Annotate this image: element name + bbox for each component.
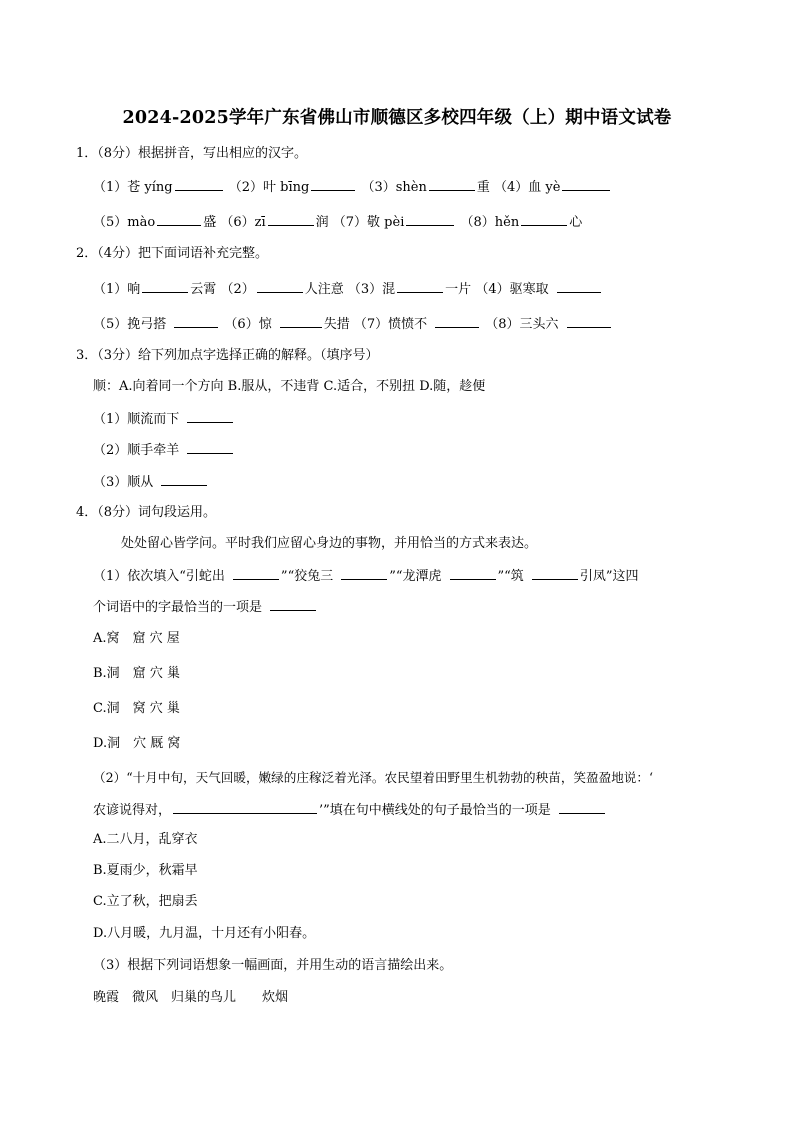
- question-4-intro: 处处留心皆学问。平时我们应留心身边的事物，并用恰当的方式来表达。: [121, 536, 538, 551]
- answer-blank[interactable]: [450, 567, 496, 580]
- answer-blank[interactable]: [557, 280, 601, 293]
- answer-blank[interactable]: [559, 801, 605, 814]
- question-4-stem: [76, 505, 216, 521]
- item-label: 引凤”这四: [579, 569, 639, 584]
- item-label: （3）顺从: [93, 475, 154, 490]
- answer-blank[interactable]: [280, 315, 322, 328]
- item-label: （4）血 yè: [494, 180, 561, 195]
- question-4-part-2-line-2: [93, 801, 607, 819]
- item-label: 个词语中的字最恰当的一项是: [93, 600, 263, 615]
- item-label: ”“筑: [497, 569, 524, 584]
- question-3-item-3: [93, 473, 209, 491]
- item-label: （1）依次填入“引蛇出: [93, 569, 225, 584]
- answer-blank[interactable]: [532, 567, 578, 580]
- question-2-row-2: [93, 315, 613, 333]
- page-title: 2024-2025学年广东省佛山市顺德区多校四年级（上）期中语文试卷: [122, 108, 672, 128]
- answer-blank[interactable]: [521, 213, 567, 226]
- question-text: （4分）把下面词语补充完整。: [97, 246, 269, 261]
- item-label: 心: [569, 215, 583, 230]
- question-4-part-1-line-2: [93, 598, 318, 616]
- item-label: （2）: [220, 282, 255, 297]
- answer-blank[interactable]: [157, 213, 201, 226]
- item-label: 润: [315, 215, 329, 230]
- question-3-stem: [76, 348, 379, 364]
- item-label: （7）愤愤不: [353, 317, 428, 332]
- question-text: （8分）词句段运用。: [97, 505, 217, 520]
- answer-blank[interactable]: [270, 598, 316, 611]
- choice-d[interactable]: D.八月暖，九月温，十月还有小阳春。: [93, 926, 316, 941]
- answer-blank[interactable]: [174, 315, 218, 328]
- answer-blank[interactable]: [341, 567, 387, 580]
- choice-b[interactable]: B.洞 窟 穴 巢: [93, 666, 180, 681]
- answer-blank[interactable]: [142, 280, 188, 293]
- question-3-options: 顺：A.向着同一个方向 B.服从，不违背 C.适合，不别扭 D.随，趁便: [93, 379, 486, 394]
- question-number: 1．: [76, 146, 98, 161]
- choice-a[interactable]: A.二八月，乱穿衣: [93, 832, 198, 847]
- choice-a[interactable]: A.窝 窟 穴 屋: [93, 631, 180, 646]
- item-label: （5）mào: [93, 215, 156, 230]
- answer-blank[interactable]: [397, 280, 443, 293]
- item-label: （1）顺流而下: [93, 412, 180, 427]
- item-label: （6）惊: [224, 317, 272, 332]
- item-label: （4）驱寒取: [475, 282, 549, 297]
- answer-blank[interactable]: [161, 473, 207, 486]
- answer-blank[interactable]: [435, 315, 479, 328]
- item-label: （1）响: [93, 282, 141, 297]
- item-label: （2）叶 bīng: [228, 180, 310, 195]
- choice-b[interactable]: B.夏雨少，秋霜早: [93, 863, 198, 878]
- item-label: （7）敬 pèi: [332, 215, 405, 230]
- answer-blank[interactable]: [429, 178, 475, 191]
- choice-c[interactable]: C.洞 窝 穴 巢: [93, 701, 180, 716]
- question-number: 2．: [76, 246, 98, 261]
- answer-blank[interactable]: [257, 280, 303, 293]
- item-label: （3）shèn: [361, 180, 427, 195]
- choice-c[interactable]: C.立了秋，把扇丢: [93, 894, 198, 909]
- question-3-item-1: [93, 410, 235, 428]
- answer-blank[interactable]: [173, 801, 317, 814]
- item-label: 一片: [445, 282, 472, 297]
- question-text: （3分）给下列加点字选择正确的解释。（填序号）: [97, 348, 379, 363]
- question-4-part-3-line-1: （3）根据下列词语想象一幅画面，并用生动的语言描绘出来。: [93, 958, 453, 973]
- item-label: （2）顺手牵羊: [93, 443, 180, 458]
- answer-blank[interactable]: [187, 410, 233, 423]
- item-label: ’”填在句中横线处的句子最恰当的一项是: [319, 803, 551, 818]
- answer-blank[interactable]: [233, 567, 279, 580]
- item-label: 农谚说得对，: [93, 803, 172, 818]
- question-1-row-1: [93, 178, 612, 196]
- choice-d[interactable]: D.洞 穴 厩 窝: [93, 736, 181, 751]
- item-label: ”“狡兔三: [280, 569, 334, 584]
- item-label: （8）hěn: [460, 215, 520, 230]
- item-label: （3）混: [347, 282, 396, 297]
- question-2-row-1: [93, 280, 603, 298]
- item-label: （5）挽弓搭: [93, 317, 167, 332]
- question-2-stem: [76, 246, 268, 262]
- answer-blank[interactable]: [567, 315, 611, 328]
- answer-blank[interactable]: [175, 178, 223, 191]
- answer-blank[interactable]: [562, 178, 610, 191]
- item-label: 失措: [323, 317, 350, 332]
- item-label: （6）zī: [220, 215, 266, 230]
- item-label: 人注意: [304, 282, 344, 297]
- answer-blank[interactable]: [311, 178, 355, 191]
- question-1-stem: [76, 146, 307, 162]
- answer-blank[interactable]: [406, 213, 454, 226]
- question-4-part-1-line-1: [93, 567, 638, 585]
- item-label: （1）苍 yíng: [93, 180, 173, 195]
- answer-blank[interactable]: [187, 441, 233, 454]
- question-4-part-2-line-1: （2）“十月中旬，天气回暖，嫩绿的庄稼泛着光泽。农民望着田野里生机勃勃的秧苗，笑盈盈地说：‘: [93, 770, 653, 785]
- item-label: ”“龙潭虎: [389, 569, 442, 584]
- item-label: 盛: [203, 215, 217, 230]
- answer-blank[interactable]: [268, 213, 314, 226]
- question-4-part-3-words: 晚霞 微风 归巢的鸟儿 炊烟: [93, 990, 289, 1005]
- item-label: 重: [476, 180, 490, 195]
- question-number: 3．: [76, 348, 98, 363]
- item-label: 云霄: [190, 282, 217, 297]
- item-label: （8）三头六: [485, 317, 559, 332]
- question-text: （8分）根据拼音，写出相应的汉字。: [97, 146, 308, 161]
- question-number: 4．: [76, 505, 98, 520]
- question-3-item-2: [93, 441, 235, 459]
- question-1-row-2: [93, 213, 582, 231]
